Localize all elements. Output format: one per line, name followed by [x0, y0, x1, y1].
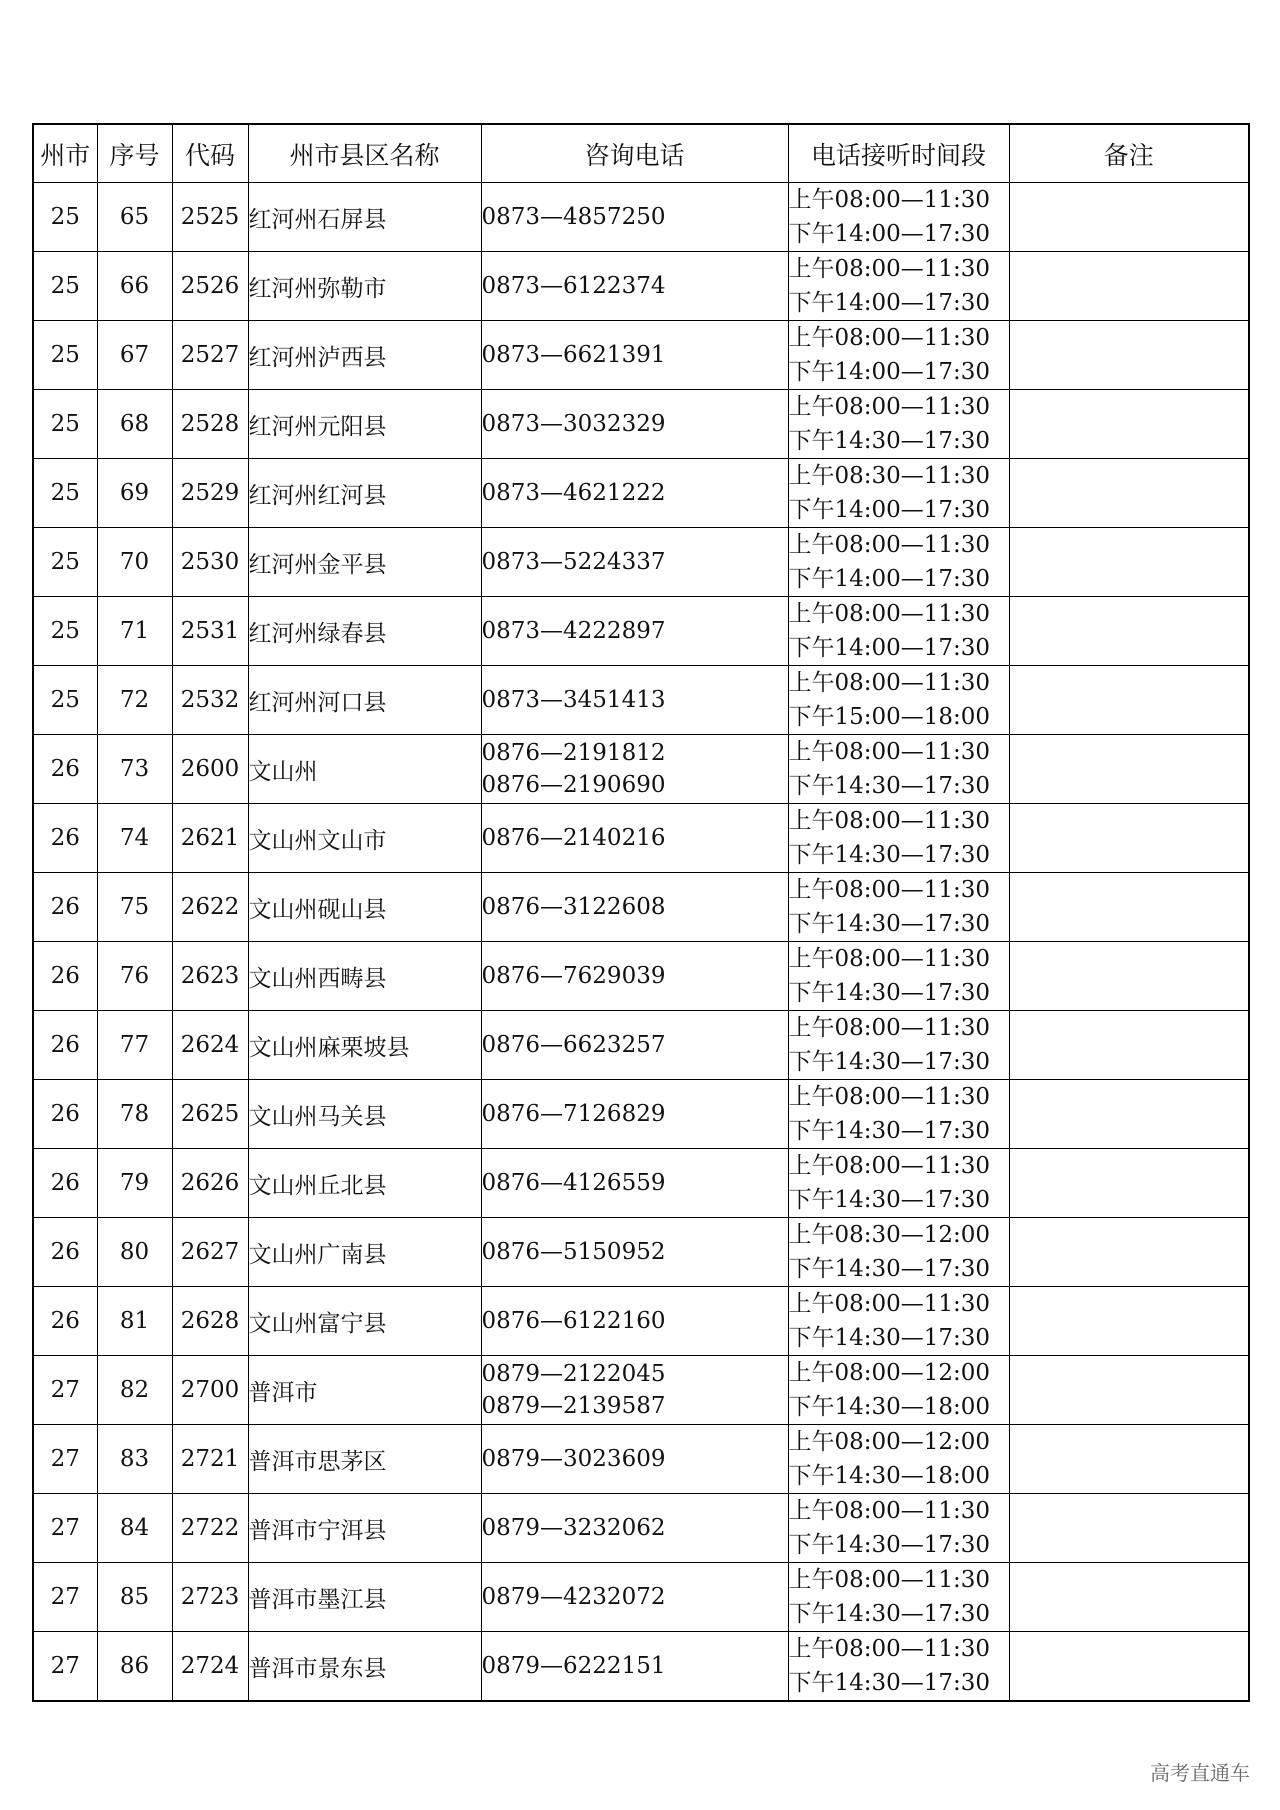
cell-note	[1009, 1218, 1249, 1287]
hours-afternoon: 下午14:00—17:30	[788, 290, 991, 316]
hours-afternoon: 下午14:30—17:30	[788, 1532, 991, 1558]
cell-district-name: 文山州文山市	[248, 804, 481, 873]
phone-number: 0879—3232062	[481, 1515, 666, 1541]
cell-code: 2628	[172, 1287, 248, 1356]
cell-zhou: 27	[33, 1632, 97, 1702]
cell-hours	[788, 252, 1009, 321]
cell-phone	[481, 183, 788, 252]
phone-number: 0879—3023609	[481, 1446, 666, 1472]
cell-code: 2623	[172, 942, 248, 1011]
cell-hours	[788, 1494, 1009, 1563]
hours-morning: 上午08:00—11:30	[788, 1015, 991, 1041]
table-row	[33, 1149, 1249, 1218]
cell-zhou: 25	[33, 321, 97, 390]
cell-number: 76	[97, 942, 172, 1011]
phone-number: 0876—4126559	[481, 1170, 666, 1196]
cell-hours	[788, 183, 1009, 252]
cell-district-name: 文山州麻栗坡县	[248, 1011, 481, 1080]
cell-district-name: 文山州丘北县	[248, 1149, 481, 1218]
cell-note	[1009, 459, 1249, 528]
header-number: 序号	[97, 124, 172, 183]
cell-hours	[788, 528, 1009, 597]
cell-district-name: 红河州石屏县	[248, 183, 481, 252]
table-row	[33, 942, 1249, 1011]
cell-district-name: 红河州弥勒市	[248, 252, 481, 321]
cell-zhou: 26	[33, 1218, 97, 1287]
cell-hours	[788, 1011, 1009, 1080]
cell-zhou: 26	[33, 735, 97, 804]
header-code: 代码	[172, 124, 248, 183]
cell-note	[1009, 1563, 1249, 1632]
cell-number: 82	[97, 1356, 172, 1425]
cell-number: 83	[97, 1425, 172, 1494]
table-row	[33, 252, 1249, 321]
cell-note	[1009, 1287, 1249, 1356]
cell-phone	[481, 1356, 788, 1425]
cell-code: 2700	[172, 1356, 248, 1425]
phone-number: 0873—3032329	[481, 411, 666, 437]
cell-note	[1009, 873, 1249, 942]
phone-number: 0879—2139587	[481, 1393, 666, 1419]
cell-phone	[481, 873, 788, 942]
cell-code: 2625	[172, 1080, 248, 1149]
table-row	[33, 1632, 1249, 1702]
cell-code: 2624	[172, 1011, 248, 1080]
cell-zhou: 27	[33, 1494, 97, 1563]
header-hours: 电话接听时间段	[788, 124, 1009, 183]
cell-zhou: 25	[33, 459, 97, 528]
cell-note	[1009, 942, 1249, 1011]
hours-morning: 上午08:00—11:30	[788, 877, 991, 903]
table-row	[33, 735, 1249, 804]
cell-zhou: 25	[33, 597, 97, 666]
table-row	[33, 597, 1249, 666]
phone-number: 0873—4222897	[481, 618, 666, 644]
cell-phone	[481, 666, 788, 735]
cell-note	[1009, 1080, 1249, 1149]
phone-number: 0873—5224337	[481, 549, 666, 575]
cell-note	[1009, 1494, 1249, 1563]
cell-district-name: 文山州广南县	[248, 1218, 481, 1287]
phone-number: 0873—4857250	[481, 204, 666, 230]
hours-afternoon: 下午14:30—18:00	[788, 1394, 991, 1420]
cell-note	[1009, 1011, 1249, 1080]
cell-note	[1009, 1356, 1249, 1425]
hours-morning: 上午08:00—11:30	[788, 1291, 991, 1317]
hours-morning: 上午08:30—12:00	[788, 1222, 991, 1248]
cell-note	[1009, 1149, 1249, 1218]
hours-morning: 上午08:00—11:30	[788, 808, 991, 834]
phone-number: 0876—5150952	[481, 1239, 666, 1265]
cell-note	[1009, 597, 1249, 666]
phone-number: 0879—2122045	[481, 1361, 666, 1387]
cell-phone	[481, 1011, 788, 1080]
header-note: 备注	[1009, 124, 1249, 183]
cell-code: 2621	[172, 804, 248, 873]
cell-number: 70	[97, 528, 172, 597]
cell-code: 2627	[172, 1218, 248, 1287]
cell-hours	[788, 390, 1009, 459]
phone-number: 0873—4621222	[481, 480, 666, 506]
hours-morning: 上午08:00—11:30	[788, 739, 991, 765]
cell-code: 2531	[172, 597, 248, 666]
header-zhou: 州市	[33, 124, 97, 183]
hours-morning: 上午08:30—11:30	[788, 463, 991, 489]
hours-afternoon: 下午14:30—17:30	[788, 1325, 991, 1351]
cell-code: 2532	[172, 666, 248, 735]
cell-hours	[788, 459, 1009, 528]
hours-morning: 上午08:00—11:30	[788, 1153, 991, 1179]
cell-note	[1009, 390, 1249, 459]
cell-hours	[788, 597, 1009, 666]
hours-afternoon: 下午14:00—17:30	[788, 635, 991, 661]
phone-number: 0879—4232072	[481, 1584, 666, 1610]
cell-zhou: 26	[33, 1287, 97, 1356]
cell-phone	[481, 735, 788, 804]
phone-number: 0876—7629039	[481, 963, 666, 989]
cell-phone	[481, 942, 788, 1011]
cell-number: 74	[97, 804, 172, 873]
phone-number: 0873—6621391	[481, 342, 666, 368]
cell-zhou: 27	[33, 1563, 97, 1632]
hours-afternoon: 下午15:00—18:00	[788, 704, 991, 730]
cell-phone	[481, 804, 788, 873]
table-header-row	[33, 124, 1249, 183]
cell-phone	[481, 1149, 788, 1218]
cell-number: 86	[97, 1632, 172, 1702]
cell-hours	[788, 1218, 1009, 1287]
cell-note	[1009, 666, 1249, 735]
cell-district-name: 文山州马关县	[248, 1080, 481, 1149]
hours-morning: 上午08:00—11:30	[788, 256, 991, 282]
hours-morning: 上午08:00—12:00	[788, 1429, 991, 1455]
cell-number: 68	[97, 390, 172, 459]
cell-code: 2723	[172, 1563, 248, 1632]
cell-number: 79	[97, 1149, 172, 1218]
cell-zhou: 25	[33, 666, 97, 735]
cell-zhou: 25	[33, 183, 97, 252]
cell-code: 2722	[172, 1494, 248, 1563]
cell-zhou: 26	[33, 1011, 97, 1080]
cell-district-name: 文山州西畴县	[248, 942, 481, 1011]
cell-number: 66	[97, 252, 172, 321]
hours-afternoon: 下午14:30—18:00	[788, 1463, 991, 1489]
hours-afternoon: 下午14:30—17:30	[788, 428, 991, 454]
watermark-text: 高考直通车	[1150, 1761, 1250, 1785]
hours-morning: 上午08:00—11:30	[788, 1498, 991, 1524]
cell-code: 2626	[172, 1149, 248, 1218]
table-row	[33, 1563, 1249, 1632]
phone-number: 0876—7126829	[481, 1101, 666, 1127]
cell-district-name: 普洱市宁洱县	[248, 1494, 481, 1563]
phone-number: 0873—6122374	[481, 273, 666, 299]
cell-zhou: 27	[33, 1425, 97, 1494]
cell-note	[1009, 1632, 1249, 1702]
hours-afternoon: 下午14:30—17:30	[788, 1256, 991, 1282]
table-body	[33, 183, 1249, 1702]
table-row	[33, 459, 1249, 528]
cell-number: 84	[97, 1494, 172, 1563]
cell-note	[1009, 183, 1249, 252]
cell-phone	[481, 1287, 788, 1356]
phone-number: 0876—3122608	[481, 894, 666, 920]
cell-code: 2528	[172, 390, 248, 459]
cell-code: 2721	[172, 1425, 248, 1494]
hours-morning: 上午08:00—11:30	[788, 325, 991, 351]
cell-note	[1009, 1425, 1249, 1494]
hours-afternoon: 下午14:30—17:30	[788, 842, 991, 868]
phone-number: 0876—6122160	[481, 1308, 666, 1334]
hours-morning: 上午08:00—11:30	[788, 187, 991, 213]
cell-number: 77	[97, 1011, 172, 1080]
hours-afternoon: 下午14:30—17:30	[788, 911, 991, 937]
cell-code: 2600	[172, 735, 248, 804]
cell-zhou: 25	[33, 252, 97, 321]
table-row	[33, 804, 1249, 873]
phone-number: 0876—2140216	[481, 825, 666, 851]
phone-number: 0876—6623257	[481, 1032, 666, 1058]
cell-hours	[788, 1149, 1009, 1218]
cell-code: 2622	[172, 873, 248, 942]
hours-afternoon: 下午14:30—17:30	[788, 1670, 991, 1696]
hours-afternoon: 下午14:30—17:30	[788, 1601, 991, 1627]
table-row	[33, 873, 1249, 942]
cell-number: 80	[97, 1218, 172, 1287]
cell-district-name: 普洱市思茅区	[248, 1425, 481, 1494]
cell-number: 71	[97, 597, 172, 666]
cell-zhou: 27	[33, 1356, 97, 1425]
cell-district-name: 文山州	[248, 735, 481, 804]
hours-morning: 上午08:00—11:30	[788, 532, 991, 558]
cell-code: 2527	[172, 321, 248, 390]
cell-phone	[481, 1425, 788, 1494]
cell-zhou: 26	[33, 873, 97, 942]
cell-district-name: 普洱市	[248, 1356, 481, 1425]
hours-morning: 上午08:00—11:30	[788, 1636, 991, 1662]
hours-afternoon: 下午14:30—17:30	[788, 1187, 991, 1213]
phone-number: 0873—3451413	[481, 687, 666, 713]
cell-code: 2525	[172, 183, 248, 252]
cell-phone	[481, 1563, 788, 1632]
cell-district-name: 红河州元阳县	[248, 390, 481, 459]
cell-phone	[481, 459, 788, 528]
cell-district-name: 普洱市墨江县	[248, 1563, 481, 1632]
table-row	[33, 1356, 1249, 1425]
hours-morning: 上午08:00—11:30	[788, 670, 991, 696]
hours-morning: 上午08:00—11:30	[788, 601, 991, 627]
cell-hours	[788, 321, 1009, 390]
table-row	[33, 1494, 1249, 1563]
cell-district-name: 文山州砚山县	[248, 873, 481, 942]
cell-hours	[788, 1563, 1009, 1632]
contact-table	[32, 123, 1250, 1702]
hours-afternoon: 下午14:00—17:30	[788, 221, 991, 247]
cell-hours	[788, 1287, 1009, 1356]
cell-number: 65	[97, 183, 172, 252]
cell-hours	[788, 942, 1009, 1011]
hours-morning: 上午08:00—11:30	[788, 946, 991, 972]
cell-zhou: 26	[33, 942, 97, 1011]
cell-code: 2529	[172, 459, 248, 528]
cell-zhou: 26	[33, 1080, 97, 1149]
cell-hours	[788, 666, 1009, 735]
hours-morning: 上午08:00—12:00	[788, 1360, 991, 1386]
cell-hours	[788, 804, 1009, 873]
header-district-name: 州市县区名称	[248, 124, 481, 183]
cell-number: 75	[97, 873, 172, 942]
cell-district-name: 文山州富宁县	[248, 1287, 481, 1356]
cell-number: 85	[97, 1563, 172, 1632]
cell-number: 73	[97, 735, 172, 804]
cell-hours	[788, 1356, 1009, 1425]
hours-afternoon: 下午14:00—17:30	[788, 566, 991, 592]
cell-phone	[481, 1218, 788, 1287]
cell-note	[1009, 528, 1249, 597]
hours-afternoon: 下午14:00—17:30	[788, 359, 991, 385]
cell-hours	[788, 1080, 1009, 1149]
cell-district-name: 红河州金平县	[248, 528, 481, 597]
cell-note	[1009, 321, 1249, 390]
cell-zhou: 26	[33, 1149, 97, 1218]
cell-phone	[481, 1632, 788, 1702]
table-row	[33, 1011, 1249, 1080]
phone-number: 0879—6222151	[481, 1653, 666, 1679]
cell-zhou: 26	[33, 804, 97, 873]
header-phone: 咨询电话	[481, 124, 788, 183]
cell-district-name: 红河州泸西县	[248, 321, 481, 390]
table-row	[33, 321, 1249, 390]
hours-afternoon: 下午14:30—17:30	[788, 1049, 991, 1075]
hours-morning: 上午08:00—11:30	[788, 1084, 991, 1110]
table-row	[33, 390, 1249, 459]
hours-afternoon: 下午14:30—17:30	[788, 773, 991, 799]
table-row	[33, 666, 1249, 735]
phone-number: 0876—2191812	[481, 740, 666, 766]
cell-zhou: 25	[33, 390, 97, 459]
cell-hours	[788, 1632, 1009, 1702]
cell-note	[1009, 804, 1249, 873]
cell-district-name: 红河州绿春县	[248, 597, 481, 666]
hours-morning: 上午08:00—11:30	[788, 394, 991, 420]
table-row	[33, 1287, 1249, 1356]
cell-number: 72	[97, 666, 172, 735]
table-row	[33, 1080, 1249, 1149]
table-row	[33, 1218, 1249, 1287]
cell-number: 81	[97, 1287, 172, 1356]
cell-phone	[481, 528, 788, 597]
cell-phone	[481, 1080, 788, 1149]
cell-district-name: 普洱市景东县	[248, 1632, 481, 1702]
cell-phone	[481, 321, 788, 390]
cell-number: 67	[97, 321, 172, 390]
cell-phone	[481, 1494, 788, 1563]
cell-hours	[788, 873, 1009, 942]
hours-afternoon: 下午14:00—17:30	[788, 497, 991, 523]
hours-afternoon: 下午14:30—17:30	[788, 980, 991, 1006]
cell-code: 2724	[172, 1632, 248, 1702]
cell-note	[1009, 735, 1249, 804]
cell-phone	[481, 252, 788, 321]
phone-number: 0876—2190690	[481, 772, 666, 798]
cell-district-name: 红河州红河县	[248, 459, 481, 528]
cell-hours	[788, 1425, 1009, 1494]
cell-number: 78	[97, 1080, 172, 1149]
table-row	[33, 1425, 1249, 1494]
cell-district-name: 红河州河口县	[248, 666, 481, 735]
hours-morning: 上午08:00—11:30	[788, 1567, 991, 1593]
cell-phone	[481, 597, 788, 666]
cell-code: 2526	[172, 252, 248, 321]
cell-zhou: 25	[33, 528, 97, 597]
table-row	[33, 528, 1249, 597]
hours-afternoon: 下午14:30—17:30	[788, 1118, 991, 1144]
cell-number: 69	[97, 459, 172, 528]
cell-hours	[788, 735, 1009, 804]
cell-code: 2530	[172, 528, 248, 597]
table-row	[33, 183, 1249, 252]
cell-note	[1009, 252, 1249, 321]
cell-phone	[481, 390, 788, 459]
